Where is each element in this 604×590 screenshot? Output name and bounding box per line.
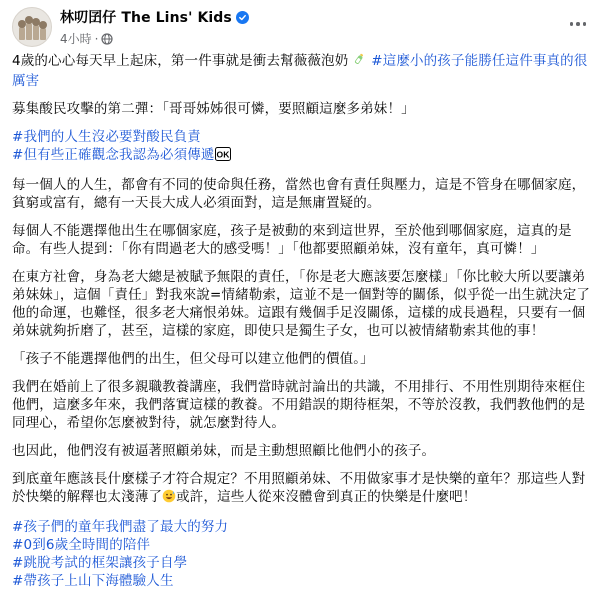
hashtag-group-a bbox=[12, 128, 592, 166]
baby-bottle-icon bbox=[353, 53, 367, 72]
hashtag-link[interactable]: #孩子們的童年我們盡了最大的努力 bbox=[12, 519, 229, 535]
verified-check-icon bbox=[236, 11, 249, 24]
post-timestamp[interactable]: 4小時 bbox=[60, 32, 92, 46]
hashtag-link[interactable]: #0到6歲全時間的陪伴 bbox=[12, 537, 151, 553]
separator-dot: · bbox=[94, 31, 99, 46]
paragraph-6-quote: 「孩子不能選擇他們的出生，但父母可以建立他們的價值。」 bbox=[12, 351, 374, 367]
paragraph-7: 我們在婚前上了很多親職教養講座，我們當時就討論出的共識，不用排行、不用性別期待來框住他們，這麼多年來，我們落實這樣的教養。不用錯誤的期待框架，不等於沒教，我們教他們的是同理心，希望你怎麼被對待，就怎麼對待人。 bbox=[12, 379, 586, 431]
page-avatar[interactable] bbox=[12, 7, 52, 47]
grinning-sweat-icon bbox=[162, 489, 176, 508]
hashtag-link[interactable]: #但有些正確觀念我認為必須傳遞 bbox=[12, 147, 215, 163]
paragraph-1 bbox=[12, 52, 592, 90]
post-time-row bbox=[60, 30, 249, 47]
paragraph-9 bbox=[12, 470, 592, 508]
paragraph-9-text: 到底童年應該長什麼樣子才符合規定？不用照顧弟妹、不用做家事才是快樂的童年？那這些人對於快樂的解釋也太淺薄了 bbox=[12, 471, 586, 505]
paragraph-1-text: 4歲的心心每天早上起床，第一件事就是衝去幫薇薇泡奶 bbox=[12, 53, 349, 69]
more-options-icon[interactable] bbox=[564, 10, 592, 38]
hashtag-link[interactable]: #帶孩子上山下海體驗人生 bbox=[12, 573, 174, 589]
hashtag-link[interactable]: #這麼小的孩子能勝任這件事真的很厲害 bbox=[12, 53, 588, 89]
svg-text:OK: OK bbox=[216, 149, 230, 160]
paragraph-4: 每個人不能選擇他出生在哪個家庭，孩子是被動的來到這世界，至於他到哪個家庭，這真的是命。有些人提到：「你有問過老大的感受嗎！」「他都要照顧弟妹，沒有童年，真可憐！」 bbox=[12, 223, 572, 257]
paragraph-5: 在東方社會，身為老大總是被賦予無限的責任，「你是老大應該要怎麼樣」「你比較大所以要讓弟弟妹妹」，這個「責任」對我來說=情緒勒索，這並不是一個對等的關係，似乎從一出生就決定了他的命運，也難怪，很多老大痛恨弟妹。這跟有幾個手足沒關係，這樣的成長過程，只要有一個弟妹就夠折磨了，甚至，這樣的家庭，即使只是獨生子女，也可以被情緒勒索其他的事！ bbox=[12, 269, 591, 339]
paragraph-9-text-end: 或許，這些人從來沒體會到真正的快樂是什麼吧！ bbox=[176, 489, 477, 505]
post-header bbox=[12, 0, 592, 52]
author-row bbox=[60, 7, 249, 27]
ok-icon bbox=[215, 147, 231, 166]
hashtag-link[interactable]: #我們的人生沒必要對酸民負責 bbox=[12, 129, 201, 145]
author-name[interactable]: 林叨囝仔 The Lins' Kids bbox=[60, 10, 232, 26]
hashtag-link[interactable]: #跳脫考試的框架讓孩子自學 bbox=[12, 555, 188, 571]
globe-icon bbox=[101, 33, 113, 45]
paragraph-3: 每一個人的人生，都會有不同的使命與任務，當然也會有責任與壓力，這是不管身在哪個家庭，貧窮或富有，總有一天長大成人必須面對，這是無庸置疑的。 bbox=[12, 177, 586, 211]
post-meta bbox=[60, 7, 249, 47]
paragraph-8: 也因此，他們沒有被逼著照顧弟妹，而是主動想照顧比他們小的孩子。 bbox=[12, 443, 436, 459]
paragraph-2: 募集酸民攻擊的第二彈：「哥哥姊姊很可憐，要照顧這麼多弟妹！」 bbox=[12, 101, 415, 117]
hashtag-group-b bbox=[12, 518, 592, 590]
post-body bbox=[12, 52, 592, 590]
